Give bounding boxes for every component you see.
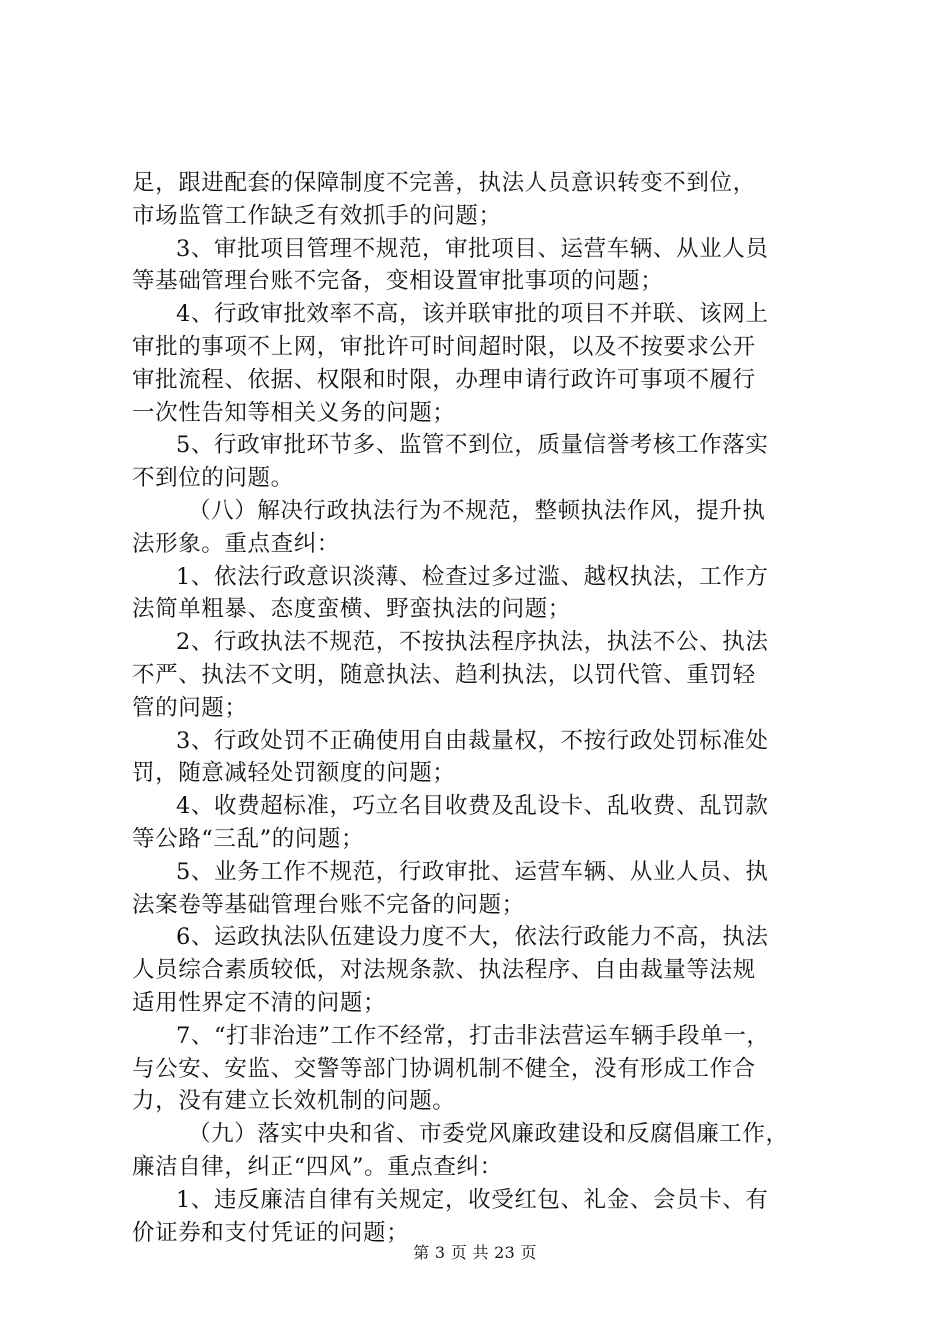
text-line: 法简单粗暴、态度蛮横、野蛮执法的问题； [132,596,571,623]
text-line: 法案卷等基础管理台账不完备的问题； [132,891,525,918]
list-item-text: 1、违反廉洁自律有关规定，收受红包、礼金、会员卡、有 [176,1186,769,1213]
text-line: 一次性告知等相关义务的问题； [132,399,456,426]
text-line: 等基础管理台账不完备，变相设置审批事项的问题； [132,268,664,295]
document-body [132,167,832,1249]
section-heading: （九）落实中央和省、市委党风廉政建设和反腐倡廉工作， [188,1121,789,1148]
text-line: 人员综合素质较低，对法规条款、执法程序、自由裁量等法规 [132,957,756,984]
text-line: 廉洁自律，纠正“四风”。重点查纠： [132,1153,503,1180]
list-item-text: 5、行政审批环节多、监管不到位，质量信誉考核工作落实 [176,432,769,459]
list-item-text: 3、审批项目管理不规范，审批项目、运营车辆、从业人员 [176,235,769,262]
list-item-text: 4、收费超标准，巧立名目收费及乱设卡、乱收费、乱罚款 [176,793,769,820]
list-item-text: 3、行政处罚不正确使用自由裁量权，不按行政处罚标准处 [176,727,769,754]
section-heading: （八）解决行政执法行为不规范，整顿执法作风，提升执 [188,497,766,524]
list-item-text: 5、业务工作不规范，行政审批、运营车辆、从业人员、执 [176,858,769,885]
text-line: 市场监管工作缺乏有效抓手的问题； [132,202,502,229]
text-line: 与公安、安监、交警等部门协调机制不健全，没有形成工作合 [132,1055,756,1082]
text-line: 审批的事项不上网，审批许可时间超时限，以及不按要求公开 [132,333,756,360]
list-item-text: 2、行政执法不规范，不按执法程序执法，执法不公、执法 [176,629,769,656]
text-line: 罚，随意减轻处罚额度的问题； [132,760,456,787]
list-item-text: 6、运政执法队伍建设力度不大，依法行政能力不高，执法 [176,924,769,951]
text-line: 审批流程、依据、权限和时限，办理申请行政许可事项不履行 [132,366,756,393]
text-line: 足，跟进配套的保障制度不完善，执法人员意识转变不到位， [132,170,756,196]
text-line: 适用性界定不清的问题； [132,989,387,1016]
text-line: 不严、执法不文明，随意执法、趋利执法，以罚代管、重罚轻 [132,661,756,688]
text-line: 法形象。重点查纠： [132,530,340,557]
text-line: 价证券和支付凭证的问题； [132,1219,410,1246]
list-item-text: 7、“打非治违”工作不经常，打击非法营运车辆手段单一， [176,1022,770,1049]
list-item-text: 4、行政审批效率不高，该并联审批的项目不并联、该网上 [176,301,769,328]
list-item-text: 1、依法行政意识淡薄、检查过多过滥、越权执法，工作方 [176,563,769,590]
page-number-footer: 第 3 页 共 23 页 [413,1243,537,1262]
text-line: 不到位的问题。 [132,465,294,492]
text-line: 力，没有建立长效机制的问题。 [132,1088,456,1115]
text-line: 管的问题； [132,694,248,721]
text-line: 等公路“三乱”的问题； [132,825,365,852]
